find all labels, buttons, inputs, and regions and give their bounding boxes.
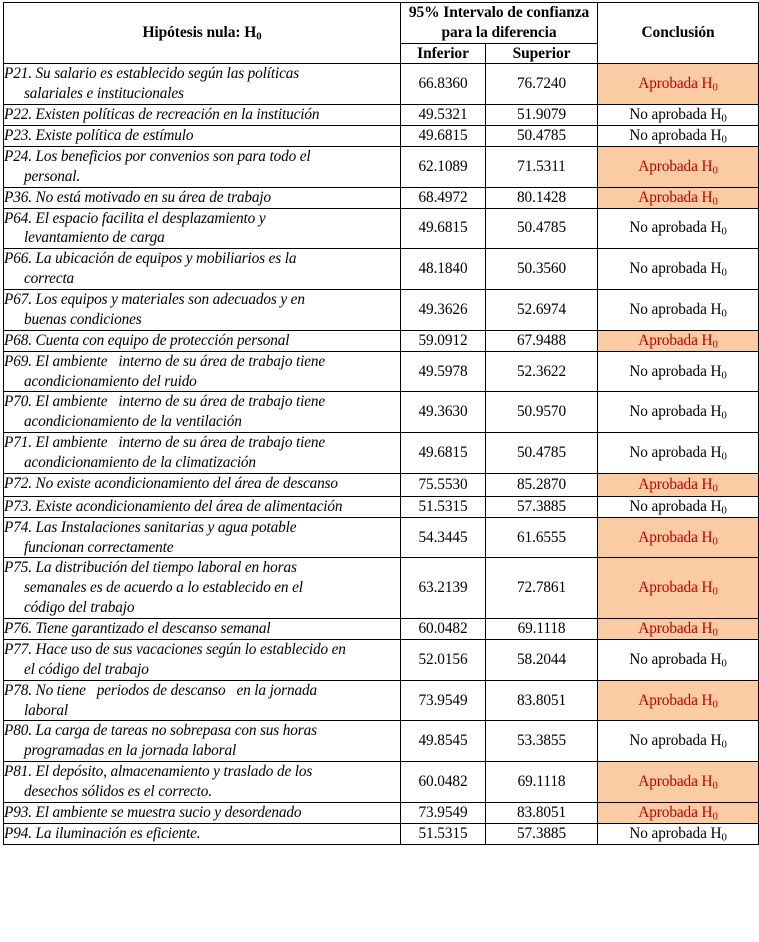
hypothesis-line-continuation: acondicionamiento del ruido	[24, 372, 197, 390]
cell-upper-bound: 52.6974	[486, 290, 598, 331]
conclusion-subscript: 0	[721, 450, 727, 463]
cell-upper-bound: 76.7240	[486, 64, 598, 105]
hypothesis-line-continuation: laboral	[24, 701, 68, 719]
cell-hypothesis	[4, 639, 401, 680]
cell-hypothesis	[4, 433, 401, 474]
hypothesis-line-continuation: personal.	[24, 167, 81, 185]
hypothesis-line: P24. Los beneficios por convenios son para todo el	[4, 147, 311, 165]
cell-hypothesis	[4, 290, 401, 331]
conclusion-text: No aprobada H	[629, 444, 722, 462]
conclusion-subscript: 0	[712, 195, 718, 208]
conclusion-text: No aprobada H	[629, 260, 722, 278]
hypothesis-line: P93. El ambiente se muestra sucio y desordenado	[4, 803, 302, 821]
table-row	[4, 473, 759, 496]
hypothesis-line: P81. El depósito, almacenamiento y traslado de los	[4, 763, 313, 781]
cell-hypothesis	[4, 146, 401, 187]
hypothesis-line: P74. Las Instalaciones sanitarias y agua potable	[4, 518, 297, 536]
hypothesis-line-continuation: acondicionamiento de la ventilación	[24, 413, 242, 431]
cell-hypothesis	[4, 330, 401, 351]
conclusion-subscript: 0	[712, 626, 718, 639]
conclusion-subscript: 0	[721, 225, 727, 238]
cell-lower-bound: 60.0482	[401, 762, 486, 803]
cell-lower-bound: 49.6815	[401, 208, 486, 249]
cell-lower-bound: 49.3626	[401, 290, 486, 331]
column-header-hypothesis-text: Hipótesis nula: H	[142, 24, 257, 42]
conclusion-text: No aprobada H	[629, 127, 722, 145]
conclusion-subscript: 0	[712, 534, 718, 547]
cell-upper-bound: 50.9570	[486, 392, 598, 433]
hypothesis-line-continuation: correcta	[24, 270, 75, 288]
table-row	[4, 619, 759, 640]
cell-conclusion-approved	[598, 330, 759, 351]
cell-lower-bound: 68.4972	[401, 187, 486, 208]
conclusion-subscript: 0	[712, 697, 718, 710]
hypothesis-line-continuation: acondicionamiento de la climatización	[24, 454, 256, 472]
cell-hypothesis	[4, 558, 401, 619]
hypothesis-line-continuation: buenas condiciones	[24, 310, 142, 328]
hypothesis-line: P73. Existe acondicionamiento del área de alimentación	[4, 497, 343, 515]
table-row	[4, 330, 759, 351]
cell-hypothesis	[4, 802, 401, 823]
cell-hypothesis	[4, 64, 401, 105]
cell-lower-bound: 73.9549	[401, 802, 486, 823]
cell-upper-bound: 53.3855	[486, 721, 598, 762]
hypothesis-line: P75. La distribución del tiempo laboral en horas	[4, 559, 297, 577]
cell-conclusion-not-approved	[598, 208, 759, 249]
cell-conclusion-approved	[598, 680, 759, 721]
table-row	[4, 762, 759, 803]
cell-conclusion-approved	[598, 146, 759, 187]
cell-upper-bound: 51.9079	[486, 105, 598, 126]
conclusion-subscript: 0	[712, 338, 718, 351]
cell-upper-bound: 71.5311	[486, 146, 598, 187]
cell-lower-bound: 49.6815	[401, 433, 486, 474]
cell-upper-bound: 58.2044	[486, 639, 598, 680]
header-row-primary	[4, 3, 759, 44]
cell-upper-bound: 50.4785	[486, 433, 598, 474]
cell-lower-bound: 75.5530	[401, 473, 486, 496]
conclusion-text: Aprobada H	[638, 773, 713, 791]
cell-conclusion-not-approved	[598, 351, 759, 392]
table-row	[4, 721, 759, 762]
cell-hypothesis	[4, 392, 401, 433]
hypothesis-line-continuation: semanales es de acuerdo a lo establecido en el	[24, 579, 303, 597]
conclusion-text: Aprobada H	[638, 475, 713, 493]
cell-lower-bound: 49.3630	[401, 392, 486, 433]
cell-lower-bound: 62.1089	[401, 146, 486, 187]
cell-lower-bound: 51.5315	[401, 496, 486, 517]
cell-lower-bound: 54.3445	[401, 517, 486, 558]
hypothesis-line: P76. Tiene garantizado el descanso semanal	[4, 620, 271, 638]
hypothesis-line: P69. El ambiente interno de su área de trabajo tiene	[4, 352, 326, 370]
cell-hypothesis	[4, 680, 401, 721]
conclusion-text: No aprobada H	[629, 300, 722, 318]
hypothesis-line-continuation: código del trabajo	[24, 599, 135, 617]
hypothesis-line-continuation: salariales e institucionales	[24, 85, 184, 103]
hypothesis-line: P22. Existen políticas de recreación en la institución	[4, 106, 320, 124]
hypothesis-line: P78. No tiene periodos de descanso en la jornada	[4, 681, 317, 699]
hypothesis-line: P67. Los equipos y materiales son adecuados y en	[4, 291, 305, 309]
conclusion-subscript: 0	[721, 504, 727, 517]
cell-hypothesis	[4, 249, 401, 290]
cell-upper-bound: 61.6555	[486, 517, 598, 558]
table-row	[4, 105, 759, 126]
table-row	[4, 517, 759, 558]
cell-hypothesis	[4, 721, 401, 762]
cell-hypothesis	[4, 208, 401, 249]
cell-lower-bound: 49.8545	[401, 721, 486, 762]
cell-upper-bound: 52.3622	[486, 351, 598, 392]
cell-hypothesis	[4, 473, 401, 496]
conclusion-text: No aprobada H	[629, 403, 722, 421]
cell-conclusion-not-approved	[598, 433, 759, 474]
hypothesis-line-continuation: levantamiento de carga	[24, 229, 165, 247]
cell-hypothesis	[4, 187, 401, 208]
conclusion-text: No aprobada H	[629, 650, 722, 668]
table-row	[4, 823, 759, 844]
cell-conclusion-approved	[598, 473, 759, 496]
conclusion-text: Aprobada H	[638, 528, 713, 546]
cell-conclusion-approved	[598, 619, 759, 640]
cell-conclusion-approved	[598, 802, 759, 823]
hypothesis-line: P66. La ubicación de equipos y mobiliarios es la	[4, 250, 297, 268]
conclusion-text: No aprobada H	[629, 219, 722, 237]
cell-conclusion-not-approved	[598, 721, 759, 762]
hypothesis-line: P77. Hace uso de sus vacaciones según lo establecido en	[4, 640, 346, 658]
cell-conclusion-not-approved	[598, 392, 759, 433]
table-row	[4, 249, 759, 290]
table-row	[4, 802, 759, 823]
cell-hypothesis	[4, 126, 401, 147]
table-row	[4, 351, 759, 392]
column-header-hypothesis-subscript: 0	[256, 30, 262, 43]
cell-lower-bound: 66.8360	[401, 64, 486, 105]
hypothesis-line: P68. Cuenta con equipo de protección personal	[4, 331, 290, 349]
cell-upper-bound: 69.1118	[486, 762, 598, 803]
conclusion-text: Aprobada H	[638, 620, 713, 638]
cell-upper-bound: 67.9488	[486, 330, 598, 351]
conclusion-subscript: 0	[721, 266, 727, 279]
cell-conclusion-approved	[598, 558, 759, 619]
conclusion-text: No aprobada H	[629, 824, 722, 842]
conclusion-text: Aprobada H	[638, 579, 713, 597]
conclusion-text: No aprobada H	[629, 362, 722, 380]
cell-hypothesis	[4, 351, 401, 392]
hypothesis-line-continuation: el código del trabajo	[24, 660, 149, 678]
hypothesis-line: P94. La iluminación es eficiente.	[4, 824, 201, 842]
table-header	[4, 3, 759, 64]
hypothesis-line: P23. Existe política de estímulo	[4, 127, 194, 145]
table-body	[4, 64, 759, 844]
cell-upper-bound: 50.4785	[486, 208, 598, 249]
cell-lower-bound: 52.0156	[401, 639, 486, 680]
cell-conclusion-not-approved	[598, 496, 759, 517]
cell-upper-bound: 83.8051	[486, 802, 598, 823]
cell-lower-bound: 59.0912	[401, 330, 486, 351]
conclusion-subscript: 0	[712, 164, 718, 177]
hypothesis-line: P21. Su salario es establecido según las políticas	[4, 65, 300, 83]
hypothesis-results-table	[3, 2, 759, 845]
conclusion-subscript: 0	[721, 112, 727, 125]
conclusion-text: Aprobada H	[638, 75, 713, 93]
table-row	[4, 639, 759, 680]
cell-upper-bound: 50.3560	[486, 249, 598, 290]
conclusion-subscript: 0	[721, 307, 727, 320]
table-row	[4, 433, 759, 474]
cell-lower-bound: 63.2139	[401, 558, 486, 619]
cell-hypothesis	[4, 823, 401, 844]
hypothesis-line: P72. No existe acondicionamiento del área de descanso	[4, 474, 338, 492]
hypothesis-line: P71. El ambiente interno de su área de trabajo tiene	[4, 434, 326, 452]
cell-lower-bound: 49.5321	[401, 105, 486, 126]
cell-upper-bound: 83.8051	[486, 680, 598, 721]
cell-conclusion-approved	[598, 64, 759, 105]
cell-conclusion-not-approved	[598, 105, 759, 126]
conclusion-subscript: 0	[721, 133, 727, 146]
cell-conclusion-approved	[598, 762, 759, 803]
conclusion-text: Aprobada H	[638, 331, 713, 349]
cell-hypothesis	[4, 619, 401, 640]
conclusion-subscript: 0	[712, 779, 718, 792]
conclusion-subscript: 0	[712, 482, 718, 495]
table-row	[4, 680, 759, 721]
hypothesis-line-continuation: funcionan correctamente	[24, 538, 174, 556]
conclusion-text: Aprobada H	[638, 188, 713, 206]
conclusion-subscript: 0	[721, 657, 727, 670]
conclusion-text: Aprobada H	[638, 157, 713, 175]
cell-upper-bound: 80.1428	[486, 187, 598, 208]
hypothesis-line-continuation: desechos sólidos es el correcto.	[24, 783, 212, 801]
cell-conclusion-not-approved	[598, 823, 759, 844]
cell-conclusion-not-approved	[598, 249, 759, 290]
conclusion-text: Aprobada H	[638, 691, 713, 709]
hypothesis-line: P36. No está motivado en su área de trabajo	[4, 188, 272, 206]
table-row	[4, 496, 759, 517]
cell-hypothesis	[4, 517, 401, 558]
cell-upper-bound: 69.1118	[486, 619, 598, 640]
cell-hypothesis	[4, 762, 401, 803]
cell-upper-bound: 85.2870	[486, 473, 598, 496]
cell-conclusion-not-approved	[598, 126, 759, 147]
cell-upper-bound: 50.4785	[486, 126, 598, 147]
conclusion-subscript: 0	[721, 368, 727, 381]
cell-hypothesis	[4, 105, 401, 126]
column-header-upper: Superior	[486, 43, 598, 64]
conclusion-text: No aprobada H	[629, 732, 722, 750]
table-row	[4, 64, 759, 105]
cell-lower-bound: 73.9549	[401, 680, 486, 721]
column-header-conclusion: Conclusión	[598, 3, 759, 64]
cell-lower-bound: 48.1840	[401, 249, 486, 290]
hypothesis-line: P64. El espacio facilita el desplazamiento y	[4, 209, 266, 227]
table-row	[4, 146, 759, 187]
conclusion-text: No aprobada H	[629, 106, 722, 124]
conclusion-text: No aprobada H	[629, 497, 722, 515]
table-row	[4, 126, 759, 147]
hypothesis-line: P70. El ambiente interno de su área de trabajo tiene	[4, 393, 326, 411]
conclusion-subscript: 0	[721, 409, 727, 422]
cell-upper-bound: 57.3885	[486, 496, 598, 517]
cell-lower-bound: 60.0482	[401, 619, 486, 640]
table-row	[4, 558, 759, 619]
cell-conclusion-approved	[598, 517, 759, 558]
column-header-hypothesis	[4, 3, 401, 64]
cell-upper-bound: 57.3885	[486, 823, 598, 844]
cell-lower-bound: 49.5978	[401, 351, 486, 392]
conclusion-subscript: 0	[712, 585, 718, 598]
cell-hypothesis	[4, 496, 401, 517]
cell-conclusion-not-approved	[598, 290, 759, 331]
cell-conclusion-not-approved	[598, 639, 759, 680]
cell-upper-bound: 72.7861	[486, 558, 598, 619]
cell-conclusion-approved	[598, 187, 759, 208]
hypothesis-line: P80. La carga de tareas no sobrepasa con sus horas	[4, 722, 317, 740]
table-row	[4, 208, 759, 249]
conclusion-subscript: 0	[721, 738, 727, 751]
table-row	[4, 187, 759, 208]
conclusion-subscript: 0	[721, 831, 727, 844]
column-header-lower: Inferior	[401, 43, 486, 64]
conclusion-text: Aprobada H	[638, 803, 713, 821]
table-row	[4, 392, 759, 433]
cell-lower-bound: 51.5315	[401, 823, 486, 844]
cell-lower-bound: 49.6815	[401, 126, 486, 147]
hypothesis-line-continuation: programadas en la jornada laboral	[24, 742, 237, 760]
conclusion-subscript: 0	[712, 810, 718, 823]
table-row	[4, 290, 759, 331]
column-header-confidence-interval: 95% Intervalo de confianza para la diferencia	[401, 3, 598, 44]
conclusion-subscript: 0	[712, 81, 718, 94]
